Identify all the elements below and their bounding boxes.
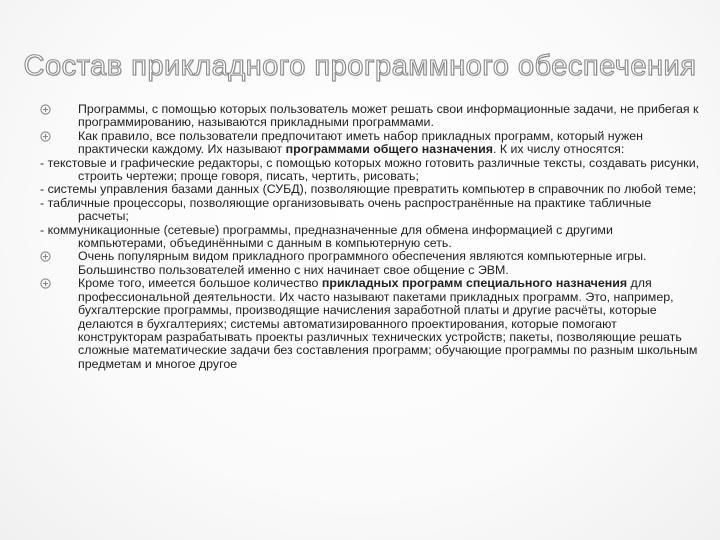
- bullet-text: Программы, с помощью которых пользователь может решать свои информационные задачи, не прибегая к программированию, называются прикладными программами.: [78, 102, 699, 130]
- bullet-text: [78, 129, 643, 156]
- bullet-text: Очень популярным видом прикладного программного обеспечения являются компьютерные игры. Большинство пользователей именно с них начинает свое общение с ЭВМ.: [78, 249, 647, 277]
- bullet-text-part: для профессиональной деятельности. Их часто называют пакетами прикладных программ. Это, например, бухгалтерские программы, производящие начисления заработной платы и другие расчёты, которые делаются в бухгалтериях; системы автоматизированного проектирования, которые помогают конструкторам разрабатывать проекты различных технических устройств; пакеты, позволяющие решать сложные математические задачи без составления программ; обучающие программы по разным школьным предметам и многое другое: [78, 276, 698, 371]
- bold-term: программами общего назначения: [285, 142, 493, 157]
- dash-item: - табличные процессоры, позволяющие организовывать очень распространённые на практике табличные расчеты;: [40, 195, 652, 224]
- bullet-text-part: Как правило, все пользователи предпочитают иметь набор прикладных программ, который нужен практически каждому. Их называют: [78, 128, 643, 157]
- circled-plus-icon: [40, 251, 51, 262]
- circled-plus-icon: [40, 104, 51, 115]
- slide-title: Состав прикладного программного обеспечения: [23, 50, 697, 82]
- dash-item: - текстовые и графические редакторы, с помощью которых можно готовить различные тексты, создавать рисунки, строить чертежи; проще говоря, писать, чертить, рисовать;: [40, 155, 700, 184]
- bullet-text-part: Кроме того, имеется большое количество: [78, 276, 322, 291]
- bullet-text-part: . К их числу относятся:: [492, 142, 625, 157]
- bold-term: прикладных программ специального назначения: [321, 276, 628, 291]
- circled-plus-icon: [40, 278, 51, 289]
- circled-plus-icon: [40, 131, 51, 142]
- bullet-item: [40, 277, 700, 371]
- bullet-item: [40, 130, 700, 157]
- dash-item: - системы управления базами данных (СУБД), позволяющие превратить компьютер в справочник по любой теме;: [40, 182, 697, 197]
- bullet-text: [78, 276, 697, 370]
- bullet-item: [40, 103, 700, 130]
- bullet-item: [40, 250, 700, 277]
- dash-item: - коммуникационные (сетевые) программы, предназначенные для обмена информацией с другими компьютерами, объединёнными с данным в компьютерную сеть.: [40, 222, 613, 251]
- slide-content: [40, 103, 700, 371]
